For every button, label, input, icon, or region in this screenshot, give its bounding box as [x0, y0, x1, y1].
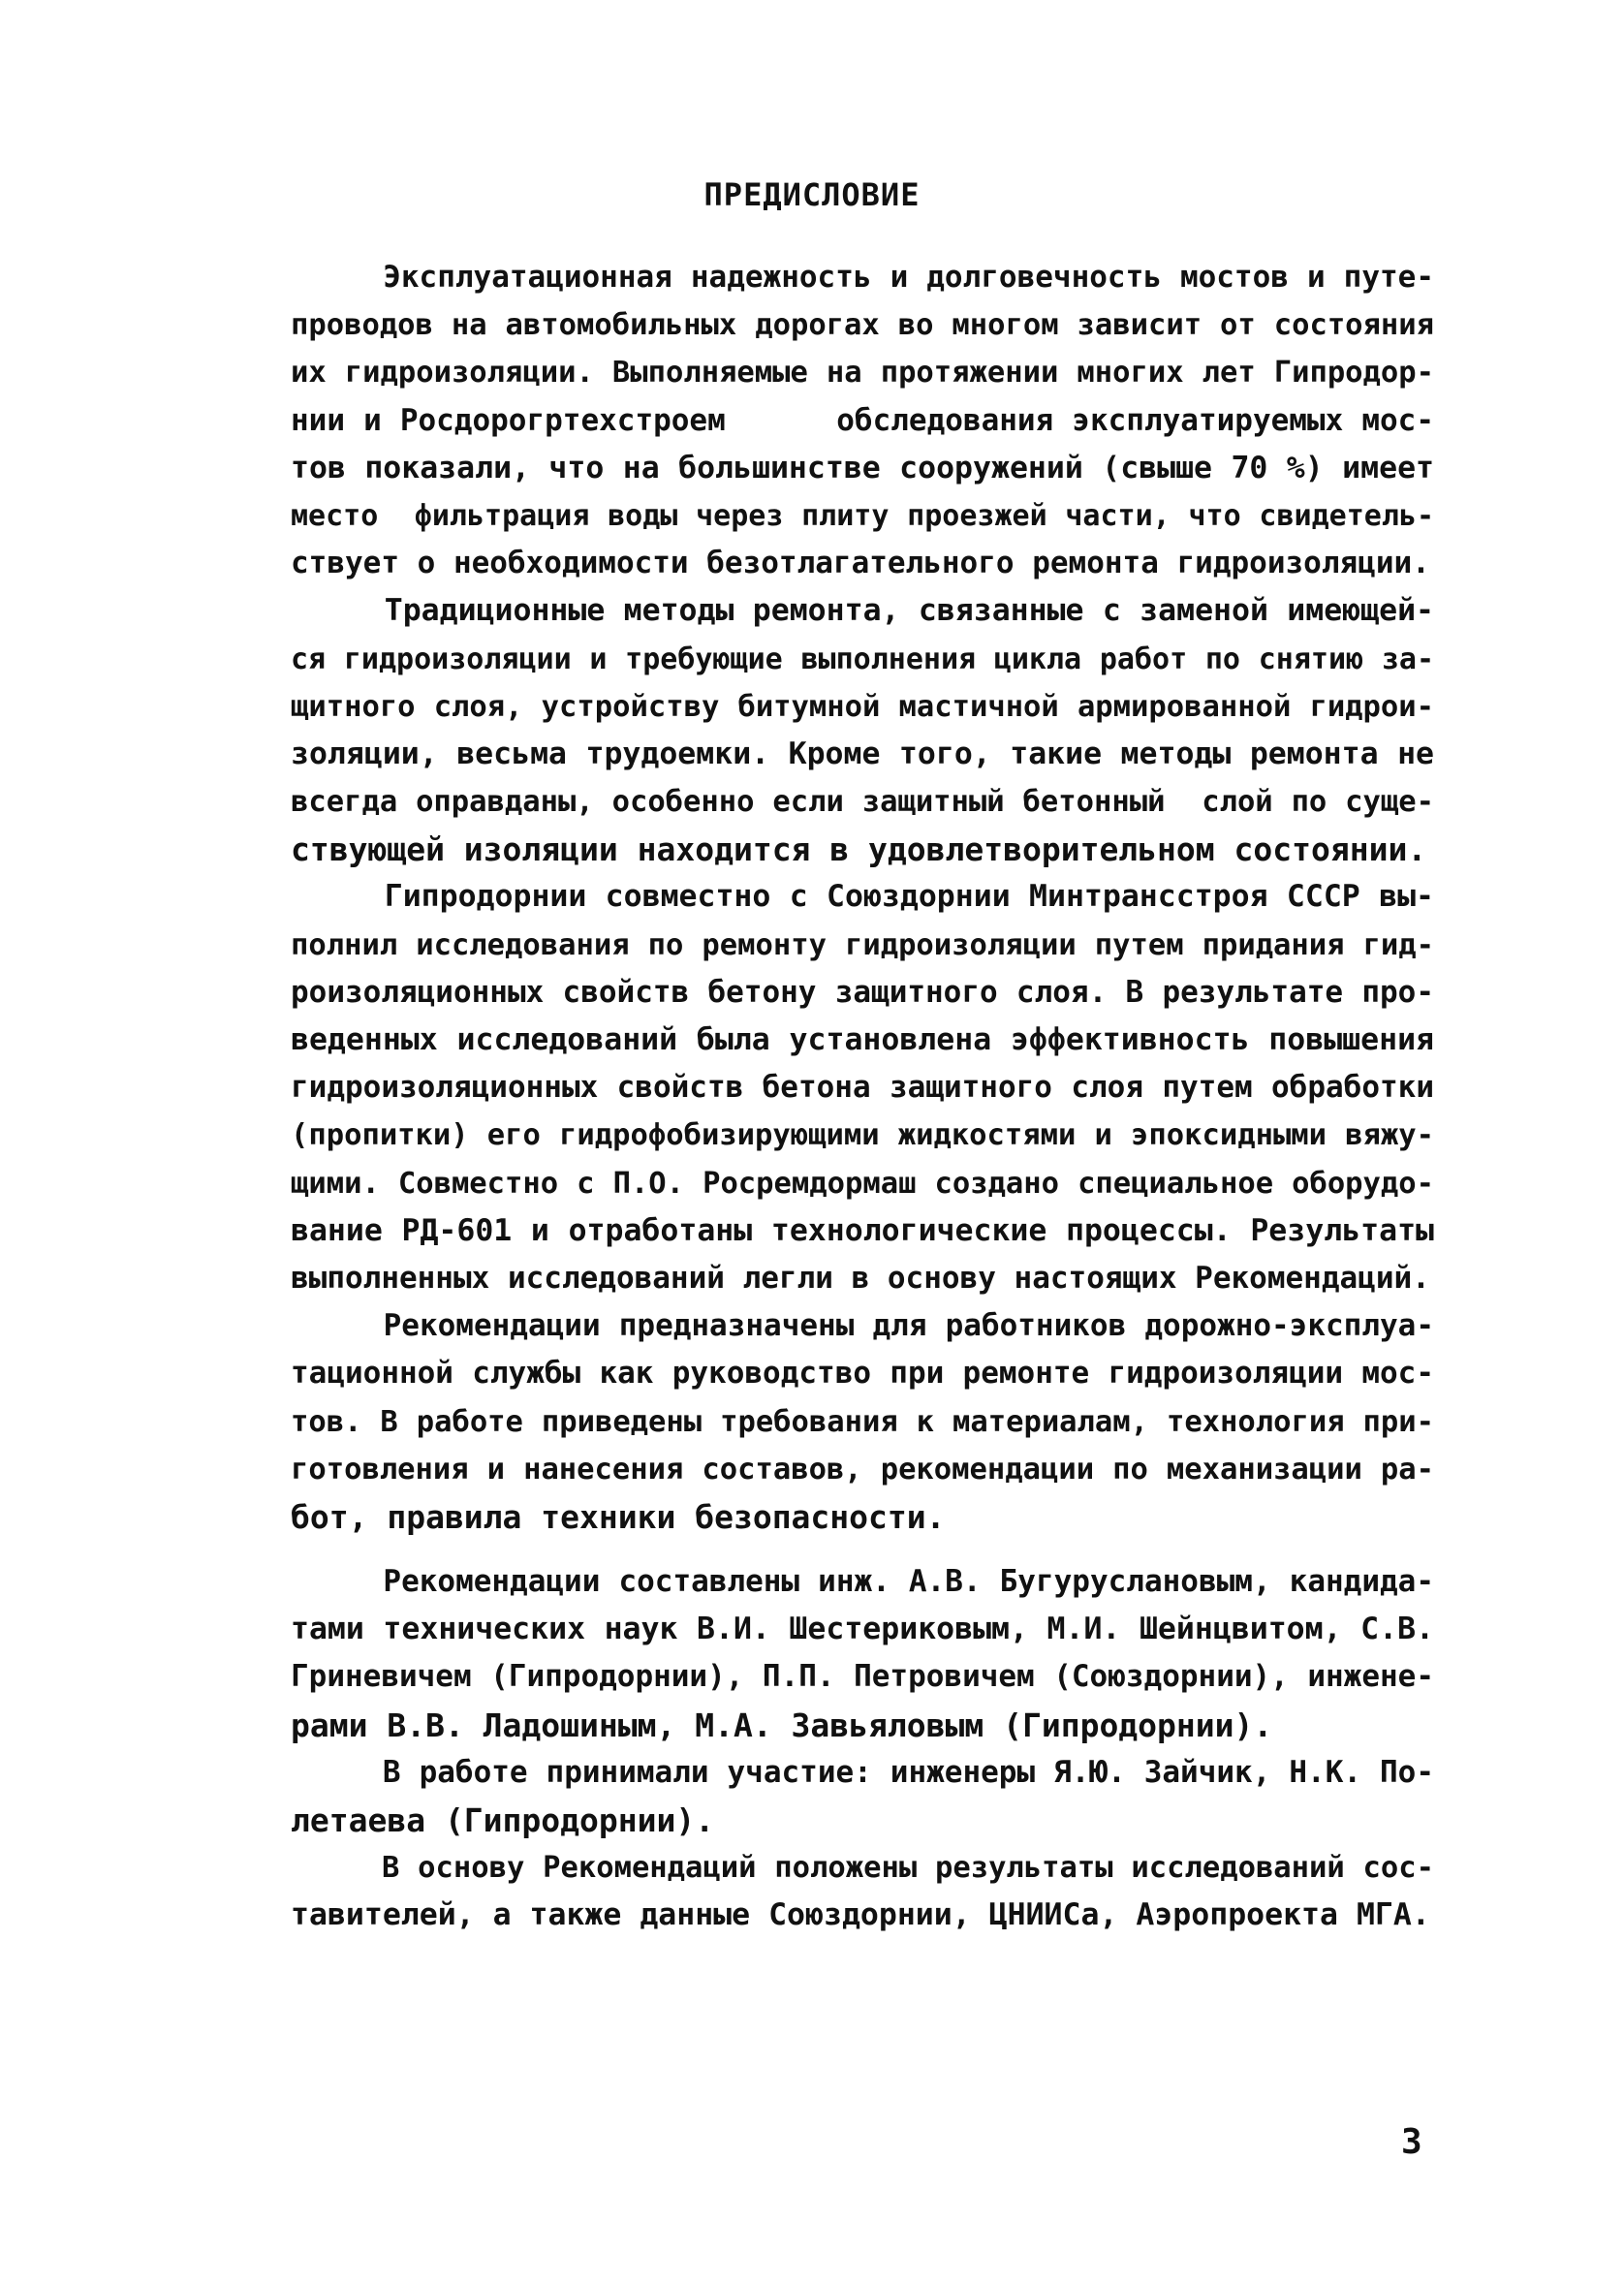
text-line: щими. Совместно с П.О. Росремдормаш создано специальное оборудо- — [291, 1166, 1434, 1201]
text-line: тавителей, а также данные Союздорнии, ЦНИИСа, Аэропроекта МГА. — [291, 1897, 1430, 1933]
text-line: Традиционные методы ремонта, связанные с заменой имеющей- — [291, 593, 1434, 629]
text-line: Эксплуатационная надежность и долговечность мостов и путе- — [291, 260, 1434, 295]
text-line: гидроизоляционных свойств бетона защитного слоя путем обработки — [291, 1070, 1434, 1106]
text-line: Рекомендации составлены инж. А.В. Бугуруслановым, кандида- — [291, 1564, 1434, 1600]
text-line: ствующей изоляции находится в удовлетворительном состоянии. — [291, 830, 1427, 869]
text-line: (пропитки) его гидрофобизирующими жидкостями и эпоксидными вяжу- — [291, 1118, 1434, 1153]
text-line: проводов на автомобильных дорогах во многом зависит от состояния — [291, 308, 1434, 343]
text-line: рами В.В. Ладошиным, М.А. Завьяловым (Гипродорнии). — [291, 1706, 1273, 1744]
paragraph — [291, 1844, 1434, 1939]
text-line: их гидроизоляции. Выполняемые на протяжении многих лет Гипродор- — [291, 356, 1434, 391]
text-line: В работе принимали участие: инженеры Я.Ю. Зайчик, Н.К. По- — [291, 1754, 1434, 1790]
body-text — [291, 254, 1434, 1940]
text-line: ствует о необходимости безотлагательного ремонта гидроизоляции. — [291, 546, 1430, 581]
text-line: нии и Росдорогртехстроем обследования эксплуатируемых мос- — [291, 402, 1434, 438]
text-line: бот, правила техники безопасности. — [291, 1497, 946, 1536]
paragraph — [291, 1558, 1434, 1749]
text-line: всегда оправданы, особенно если защитный бетонный слой по суще- — [291, 785, 1434, 820]
text-line: роизоляционных свойств бетону защитного слоя. В результате про- — [291, 974, 1434, 1010]
paragraph — [291, 587, 1434, 873]
paragraph-gap — [291, 1541, 1434, 1558]
paragraph — [291, 1302, 1434, 1541]
text-line: выполненных исследований легли в основу настоящих Рекомендаций. — [291, 1260, 1430, 1296]
page-title: ПРЕДИСЛОВИЕ — [703, 176, 921, 213]
page-number: 3 — [1401, 2122, 1422, 2162]
text-line: ся гидроизоляции и требующие выполнения цикла работ по снятию за- — [291, 642, 1434, 676]
text-line: вание РД-601 и отработаны технологические процессы. Результаты — [291, 1212, 1434, 1248]
text-line: тов показали, что на большинстве сооружений (свыше 70 %) имеет — [291, 450, 1434, 485]
paragraph — [291, 1749, 1434, 1844]
text-line: веденных исследований была установлена эффективность повышения — [291, 1022, 1434, 1057]
text-line: щитного слоя, устройству битумной мастичной армированной гидрои- — [291, 689, 1434, 724]
text-line: место фильтрация воды через плиту проезжей части, что свидетель- — [291, 498, 1434, 533]
text-line: тов. В работе приведены требования к материалам, технология при- — [291, 1404, 1434, 1439]
text-line: Рекомендации предназначены для работников дорожно-эксплуа- — [291, 1308, 1434, 1344]
text-line: Гипродорнии совместно с Союздорнии Минтрансстроя СССР вы- — [291, 879, 1434, 915]
text-line: летаева (Гипродорнии). — [291, 1801, 715, 1839]
text-line: полнил исследования по ремонту гидроизоляции путем придания гид- — [291, 927, 1434, 962]
text-line: В основу Рекомендаций положены результаты исследований сос- — [291, 1851, 1434, 1886]
text-line: золяции, весьма трудоемки. Кроме того, такие методы ремонта не — [291, 736, 1434, 771]
paragraph — [291, 873, 1434, 1302]
text-line: тами технических наук В.И. Шестериковым, М.И. Шейнцвитом, С.В. — [291, 1612, 1434, 1647]
text-line: тационной службы как руководство при ремонте гидроизоляции мос- — [291, 1356, 1434, 1392]
text-line: Гриневичем (Гипродорнии), П.П. Петровичем (Союздорнии), инжене- — [291, 1659, 1434, 1695]
paragraph — [291, 254, 1434, 587]
text-line: готовления и нанесения составов, рекомендации по механизации ра- — [291, 1452, 1434, 1487]
